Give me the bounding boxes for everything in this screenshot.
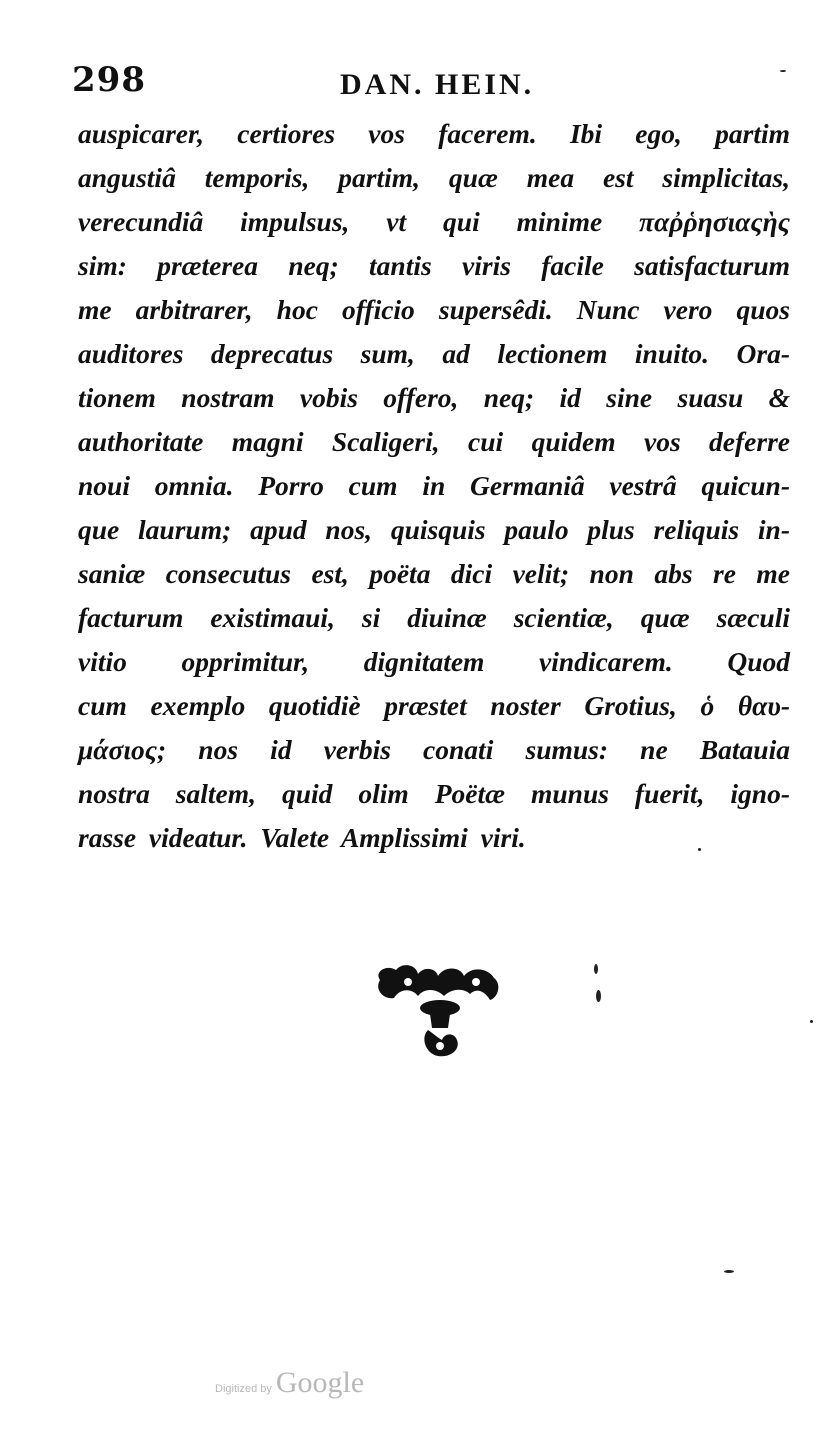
text-line: authoritate magni Scaligeri, cui quidem vos deferre <box>78 426 790 457</box>
ink-speck <box>810 1020 813 1023</box>
printers-ornament-icon <box>372 958 508 1068</box>
text-line: saniæ consecutus est, poëta dici velit; non abs re me <box>78 558 790 589</box>
digitized-by-watermark <box>215 1366 364 1400</box>
text-line: auditores deprecatus sum, ad lectionem inuito. Ora- <box>78 338 790 369</box>
digitized-prefix: Digitized by <box>215 1383 272 1395</box>
text-line: noui omnia. Porro cum in Germaniâ vestrâ quicun- <box>78 470 790 501</box>
text-line: que laurum; apud nos, quisquis paulo plus reliquis in- <box>78 514 790 545</box>
text-line: auspicarer, certiores vos facerem. Ibi ego, partim <box>78 118 790 149</box>
text-line: tionem nostram vobis offero, neq; id sine suasu & <box>78 382 790 413</box>
text-line: nostra saltem, quid olim Poëtæ munus fuerit, igno- <box>78 778 790 809</box>
ink-speck <box>594 964 598 974</box>
ink-speck <box>780 70 786 72</box>
digitizer-name: Google <box>275 1366 365 1399</box>
ink-speck <box>698 848 701 851</box>
text-line: me arbitrarer, hoc officio supersêdi. Nunc vero quos <box>78 294 790 325</box>
text-line: facturum existimaui, si diuinæ scientiæ, quæ sæculi <box>78 602 790 633</box>
text-line: vitio opprimitur, dignitatem vindicarem. Quod <box>78 646 790 677</box>
ink-speck <box>596 990 601 1002</box>
text-line: angustiâ temporis, partim, quæ mea est simplicitas, <box>78 162 790 193</box>
text-line: verecundiâ impulsus, vt qui minime παῤῥησιαςὴς <box>78 206 790 237</box>
page-number: 298 <box>72 60 146 100</box>
running-head: DAN. HEIN. <box>340 68 535 101</box>
text-line: cum exemplo quotidiè præstet noster Grotius, ὁ θαυ- <box>78 690 790 721</box>
body-text <box>78 112 790 860</box>
text-line-last: rasse videatur. Valete Amplissimi viri. <box>78 822 526 853</box>
ink-speck <box>724 1270 734 1273</box>
text-line: sim: præterea neq; tantis viris facile satisfacturum <box>78 250 790 281</box>
text-line: μάσιος; nos id verbis conati sumus: ne Batauia <box>78 734 790 765</box>
